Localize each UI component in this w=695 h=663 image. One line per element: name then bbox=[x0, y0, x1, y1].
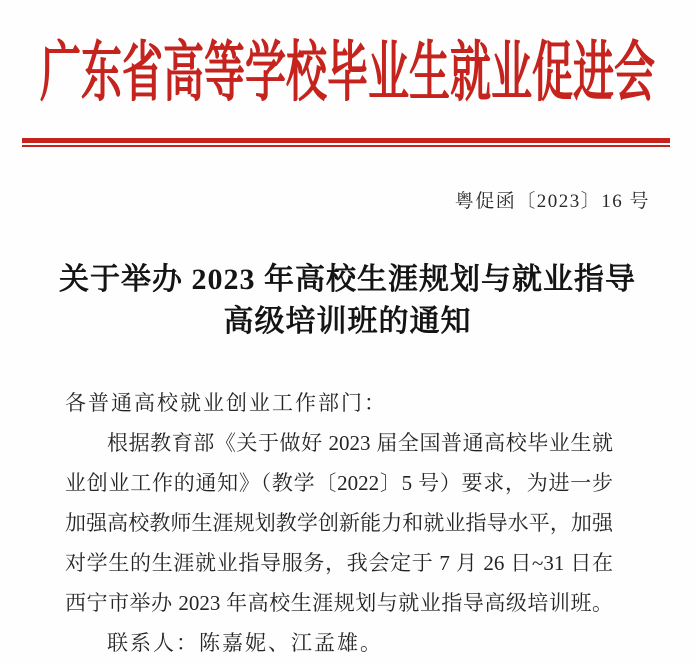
letterhead-divider bbox=[22, 138, 670, 147]
document-title-line-2: 高级培训班的通知 bbox=[223, 305, 472, 338]
salutation-line: 各普通高校就业创业工作部门： bbox=[65, 391, 387, 415]
paragraph-line-2: 业创业工作的通知》（教学〔2022〕5 号）要求，为进一步 bbox=[65, 471, 613, 495]
paragraph-line-1: 根据教育部《关于做好 2023 届全国普通高校毕业生就 bbox=[107, 431, 613, 455]
issuing-org-name: 广东省高等学校毕业生就业促进会 bbox=[40, 35, 655, 109]
paragraph-line-3: 加强高校教师生涯规划教学创新能力和就业指导水平，加强 bbox=[65, 511, 613, 535]
letterhead bbox=[0, 35, 695, 109]
paragraph-line-4: 对学生的生涯就业指导服务，我会定于 7 月 26 日~31 日在 bbox=[65, 551, 613, 575]
document-reference-number: 粤促函〔2023〕16 号 bbox=[454, 191, 650, 212]
document-body bbox=[65, 383, 613, 663]
paragraph-line-5: 西宁市举办 2023 年高校生涯规划与就业指导高级培训班。 bbox=[65, 591, 613, 615]
document-title bbox=[0, 259, 695, 343]
document-title-line-1: 关于举办 2023 年高校生涯规划与就业指导 bbox=[59, 263, 636, 296]
contact-line: 联系人：陈嘉妮、江孟雄。 bbox=[107, 631, 383, 655]
divider-thin-line bbox=[22, 145, 670, 147]
divider-thick-line bbox=[22, 138, 670, 143]
